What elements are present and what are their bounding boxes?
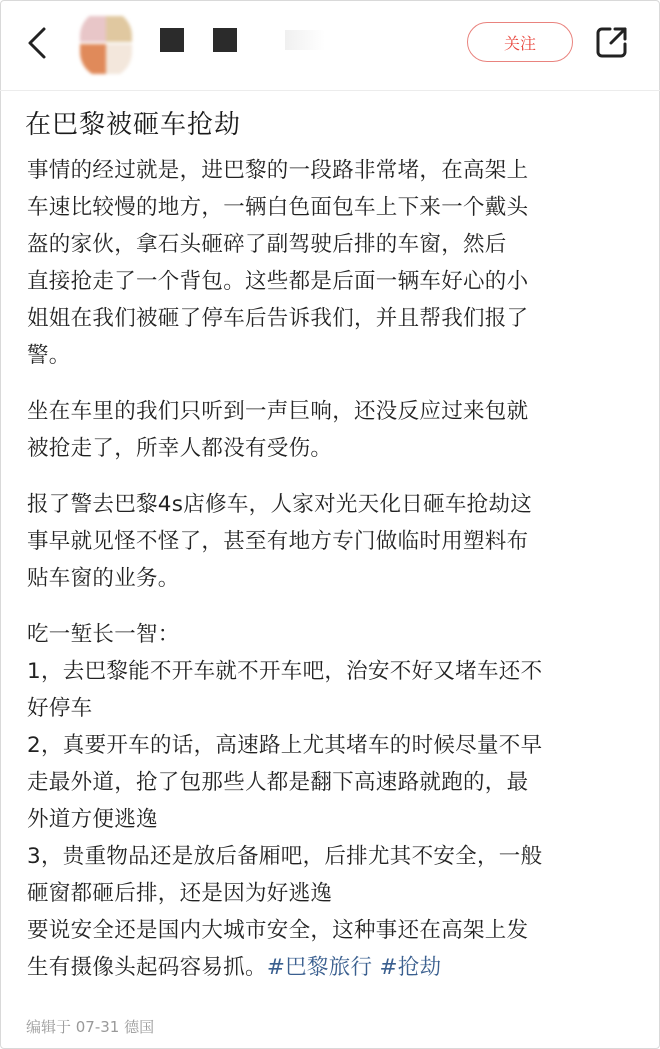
body-line-with-tags xyxy=(27,949,642,986)
body-line: 姐姐在我们被砸了停车后告诉我们，并且帮我们报了 xyxy=(27,306,529,331)
body-line: 2，真要开车的话，高速路上尤其堵车的时候尽量不早 xyxy=(27,733,543,758)
edit-info: 编辑于 07-31 德国 xyxy=(26,1018,155,1036)
author-name-fade xyxy=(285,30,325,50)
body-line: 好停车 xyxy=(27,696,93,721)
body-line: 坐在车里的我们只听到一声巨响，还没反应过来包就 xyxy=(27,399,529,424)
body-line: 吃一堑长一智： xyxy=(27,622,180,647)
body-line: 车速比较慢的地方，一辆白色面包车上下来一个戴头 xyxy=(27,195,529,220)
body-line: 1，去巴黎能不开车就不开车吧，治安不好又堵车还不 xyxy=(27,659,543,684)
author-name-redacted-2[interactable] xyxy=(213,28,237,52)
body-line: 走最外道，抢了包那些人都是翻下高速路就跑的，最 xyxy=(27,770,529,795)
header-divider xyxy=(0,90,660,91)
hashtag-robbery[interactable]: #抢劫 xyxy=(379,955,442,980)
author-name-redacted[interactable] xyxy=(160,28,184,52)
share-icon xyxy=(594,24,630,60)
avatar[interactable] xyxy=(80,10,132,78)
top-bar xyxy=(0,0,660,88)
body-line: 贴车窗的业务。 xyxy=(27,566,180,591)
body-line: 警。 xyxy=(27,343,71,368)
hashtag-paris-travel[interactable]: #巴黎旅行 xyxy=(266,955,373,980)
back-button[interactable] xyxy=(20,22,54,64)
body-line: 直接抢走了一个背包。这些都是后面一辆车好心的小 xyxy=(27,269,529,294)
body-line: 事情的经过就是，进巴黎的一段路非常堵，在高架上 xyxy=(27,158,529,183)
body-line: 盔的家伙，拿石头砸碎了副驾驶后排的车窗，然后 xyxy=(27,232,507,257)
follow-button[interactable]: 关注 xyxy=(467,22,573,62)
body-line: 要说安全还是国内大城市安全，这种事还在高架上发 xyxy=(27,918,529,943)
post-title: 在巴黎被砸车抢劫 xyxy=(25,110,242,140)
chevron-left-icon xyxy=(26,26,48,60)
body-line: 外道方便逃逸 xyxy=(27,807,158,832)
body-line: 3，贵重物品还是放后备厢吧，后排尤其不安全，一般 xyxy=(27,844,543,869)
body-line: 砸窗都砸后排，还是因为好逃逸 xyxy=(27,881,333,906)
post-body xyxy=(27,152,642,986)
body-line: 报了警去巴黎4s店修车，人家对光天化日砸车抢劫这 xyxy=(27,492,533,517)
body-line: 生有摄像头起码容易抓。 xyxy=(27,955,267,980)
body-line: 被抢走了，所幸人都没有受伤。 xyxy=(27,436,333,461)
share-button[interactable] xyxy=(594,24,630,60)
body-line: 事早就见怪不怪了，甚至有地方专门做临时用塑料布 xyxy=(27,529,529,554)
